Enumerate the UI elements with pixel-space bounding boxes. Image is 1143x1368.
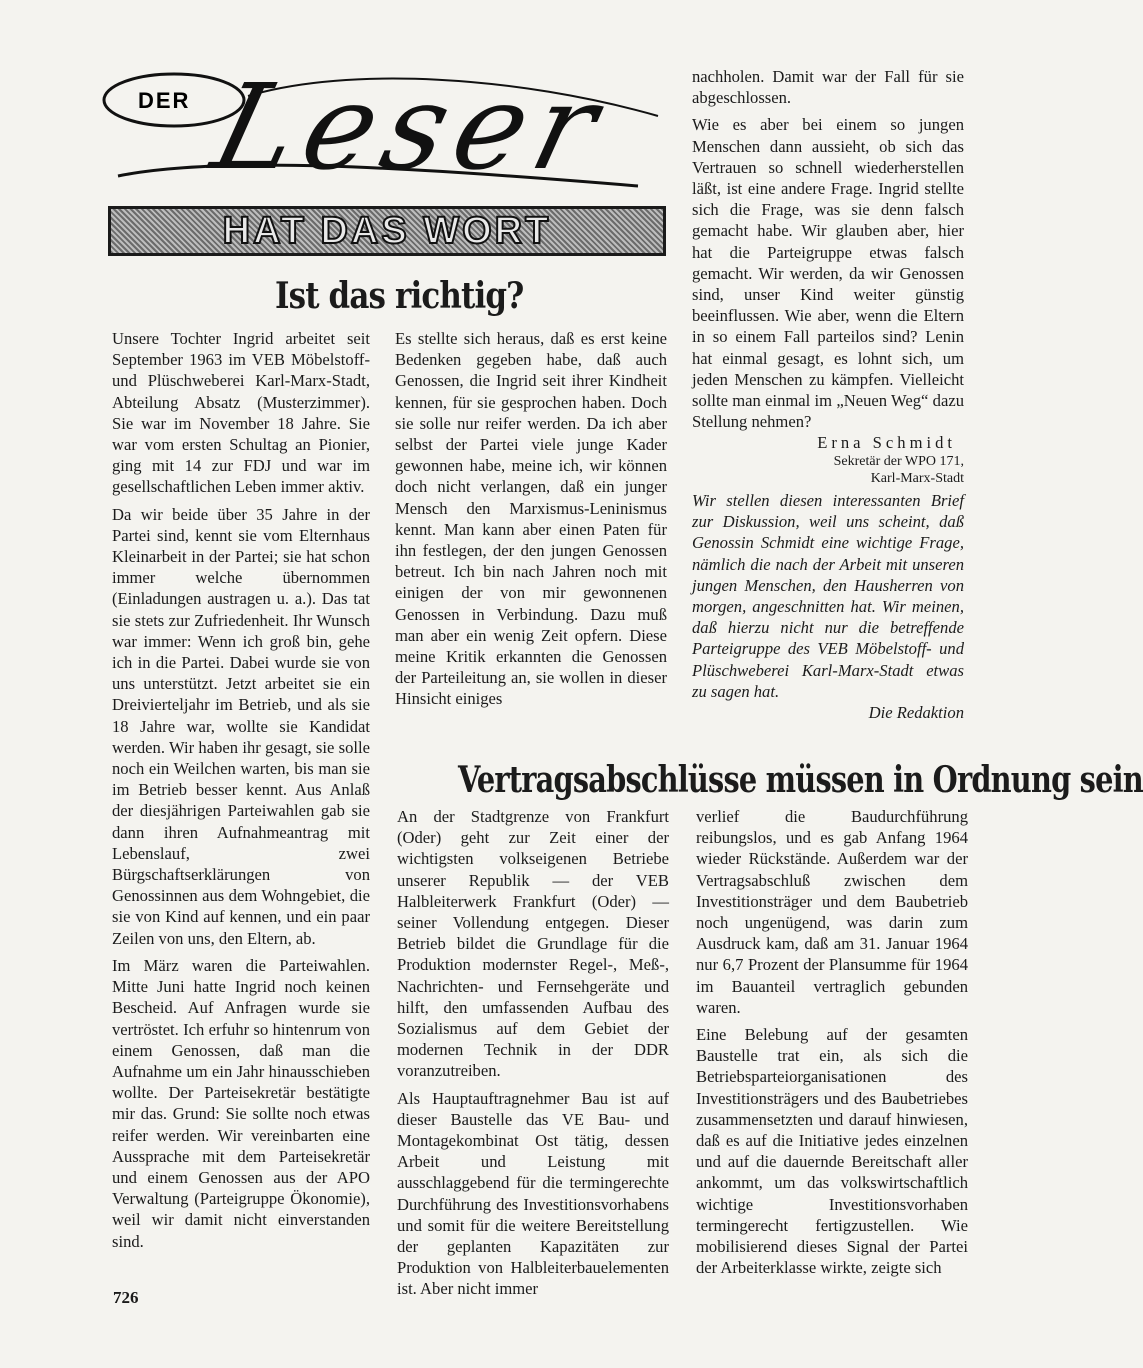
article2-column-2 <box>696 806 968 1284</box>
paragraph: Im März waren die Parteiwahlen. Mitte Juni hatte Ingrid noch keinen Bescheid. Auf Anfragen wurde sie vertröstet. Ich erfuhr so hintenrum von einem Genossen, daß man die Aufnahme um ein Jahr hinausschieben wollte. Der Parteisekretär bestätigte mir das. Grund: Sie sollte noch etwas reifer werden. Wir vereinbarten eine Aussprache mit dem Parteisekretär und einem Genossen aus der APO Verwaltung (Parteigruppe Ökonomie), weil wir damit nicht einverstanden sind. <box>112 955 370 1251</box>
article1-column-2 <box>395 328 667 716</box>
paragraph: Wie es aber bei einem so jungen Menschen dann aussieht, ob sich das Vertrauen so schnell wiederherstellen läßt, ist eine andere Frage. Ingrid stellte sich die Frage, was sie denn falsch gemacht habe. Wir glauben aber, hier hat die Parteigruppe etwas falsch gemacht. Wir werden, da wir Genossen sind, unser Kind weiter günstig beeinflussen. Wie aber, wenn die Eltern in so einem Fall parteilos sind? Lenin hat einmal gesagt, es lohnt sich, um jeden Menschen zu kämpfen. Vielleicht sollte man einmal im „Neuen Weg“ dazu Stellung nehmen? <box>692 115 964 432</box>
banner-text: HAT DAS WORT <box>222 209 552 252</box>
masthead <box>98 56 678 262</box>
paragraph: verlief die Baudurchführung reibungslos, und es gab Anfang 1964 wieder Rückstände. Außerdem war der Vertragsabschluß zwischen dem Investitionsträger und dem Baubetrieb noch ungenügend, was darin zum Ausdruck kam, daß am 31. Januar 1964 nur 6,7 Prozent der Plansumme für 1964 im Bauanteil vertraglich gebunden waren. <box>696 807 968 1017</box>
page-number: 726 <box>113 1288 139 1307</box>
paragraph: Da wir beide über 35 Jahre in der Partei sind, kennt sie vom Elternhaus Kleinarbeit in der Partei; sie hat schon immer welche übernommen (Einladungen austragen u. a.). Das tat sie stets zur Zufriedenheit. Ihr Wunsch war immer: Wenn ich groß bin, gehe ich in die Partei. Dabei wurde sie von uns unterstützt. Jetzt arbeitet sie ein Dreivierteljahr im Betrieb, und als sie 18 Jahre war, wollte sie Kandidat werden. Wir haben ihr gesagt, sie solle noch ein Weilchen warten, bis man sie im Betrieb besser kennt. Aus Anlaß der diesjährigen Parteiwahlen gab sie dann ihren Aufnahmeantrag mit Lebenslauf, zwei Bürgschaftserklärungen von Genossinnen aus dem Wohngebiet, die sie von Kind auf kennen, und ein paar Zeilen von uns, den Eltern, ab. <box>112 504 370 948</box>
author-name: Erna Schmidt <box>817 433 956 452</box>
paragraph: An der Stadtgrenze von Frankfurt (Oder) geht zur Zeit einer der wichtigsten volkseigenen Betriebe unserer Republik — der VEB Halbleiterwerk Frankfurt (Oder) — seiner Vollendung entgegen. Dieser Betrieb bildet die Grundlage für die Produktion modernster Regel-, Meß-, Nachrichten- und Fernsehgeräte und hilft, den umfassenden Aufbau des Sozialismus auf dem Gebiet der modernen Technik in der DDR voranzutreiben. <box>397 807 669 1081</box>
editorial-text: Wir stellen diesen interessanten Brief zur Diskussion, weil uns scheint, daß Genossin Schmidt eine wichtige Frage, nämlich die nach der Arbeit mit unseren jungen Menschen, den Hausherren von morgen, angeschnitten hat. Wir meinen, daß hierzu nicht nur die betreffende Parteigruppe des VEB Möbelstoff- und Plüschweberei Karl-Marx-Stadt etwas zu sagen hat. <box>692 491 964 701</box>
author-role: Sekretär der WPO 171, <box>833 454 964 469</box>
article1-column-1 <box>112 328 370 1258</box>
author-signature <box>692 432 964 487</box>
author-city: Karl-Marx-Stadt <box>870 471 964 486</box>
der-label: DER <box>138 88 191 113</box>
editorial-note <box>692 490 964 723</box>
masthead-banner <box>108 206 666 256</box>
article2-column-1 <box>397 806 669 1306</box>
paragraph: Eine Belebung auf der gesamten Baustelle trat ein, als sich die Betriebsparteiorganisationen des Investitionsträgers und des Baubetriebes zusammensetzten und darauf hinwiesen, daß es auf die Initiative jedes einzelnen und auf die dauernde Bereitschaft aller ankommt, um das volkswirtschaftlich wichtige Investitionsvorhaben termingerecht fertigzustellen. Wie mobilisierend dieses Signal der Partei der Arbeiterklasse wirkte, zeigte sich <box>696 1025 968 1278</box>
article1-title: Ist das richtig? <box>275 275 524 317</box>
article2-title: Vertragsabschlüsse müssen in Ordnung sein <box>458 759 1143 801</box>
paragraph: nachholen. Damit war der Fall für sie abgeschlossen. <box>692 67 964 108</box>
paragraph: Unsere Tochter Ingrid arbeitet seit September 1963 im VEB Möbelstoff- und Plüschweberei Karl-Marx-Stadt, Abteilung Absatz (Musterzimmer). Sie war im November 18 Jahre. Sie war vom ersten Schultag an Pionier, ging mit 14 zur FDJ und war im gesellschaftlichen Leben immer aktiv. <box>112 329 370 497</box>
leser-script: Leser <box>200 58 621 196</box>
paragraph: Es stellte sich heraus, daß es erst keine Bedenken gegeben habe, daß auch Genossen, die Ingrid seit ihrer Kindheit kennen, für sie gesprochen haben. Doch sie solle nur reifer werden. Da ich aber selbst der Partei viele junge Kader gewonnen habe, meine ich, wir können doch nicht verlangen, daß ein junger Mensch den Marxismus-Leninismus kennt. Man kann aber einen Paten für ihn festlegen, der den jungen Genossen betreut. Ich bin nach Jahren noch mit einigen der von mir gewonnenen Genossen in Verbindung. Dazu muß man aber ein wenig Zeit opfern. Diese meine Kritik erkannten die Genossen der Parteileitung an, sie wollen in dieser Hinsicht einiges <box>395 329 667 709</box>
editorial-signature: Die Redaktion <box>868 703 964 723</box>
paragraph: Als Hauptauftragnehmer Bau ist auf dieser Baustelle das VE Bau- und Montagekombinat Ost tätig, dessen Arbeit und Leistung mit ausschlaggebend für die termingerechte Durchführung des Investitionsvorhabens und somit für die weitere Bereitstellung der geplanten Kapazitäten zur Produktion von Halbleiterbauelementen ist. Aber nicht immer <box>397 1088 669 1299</box>
article1-column-3 <box>692 66 964 438</box>
